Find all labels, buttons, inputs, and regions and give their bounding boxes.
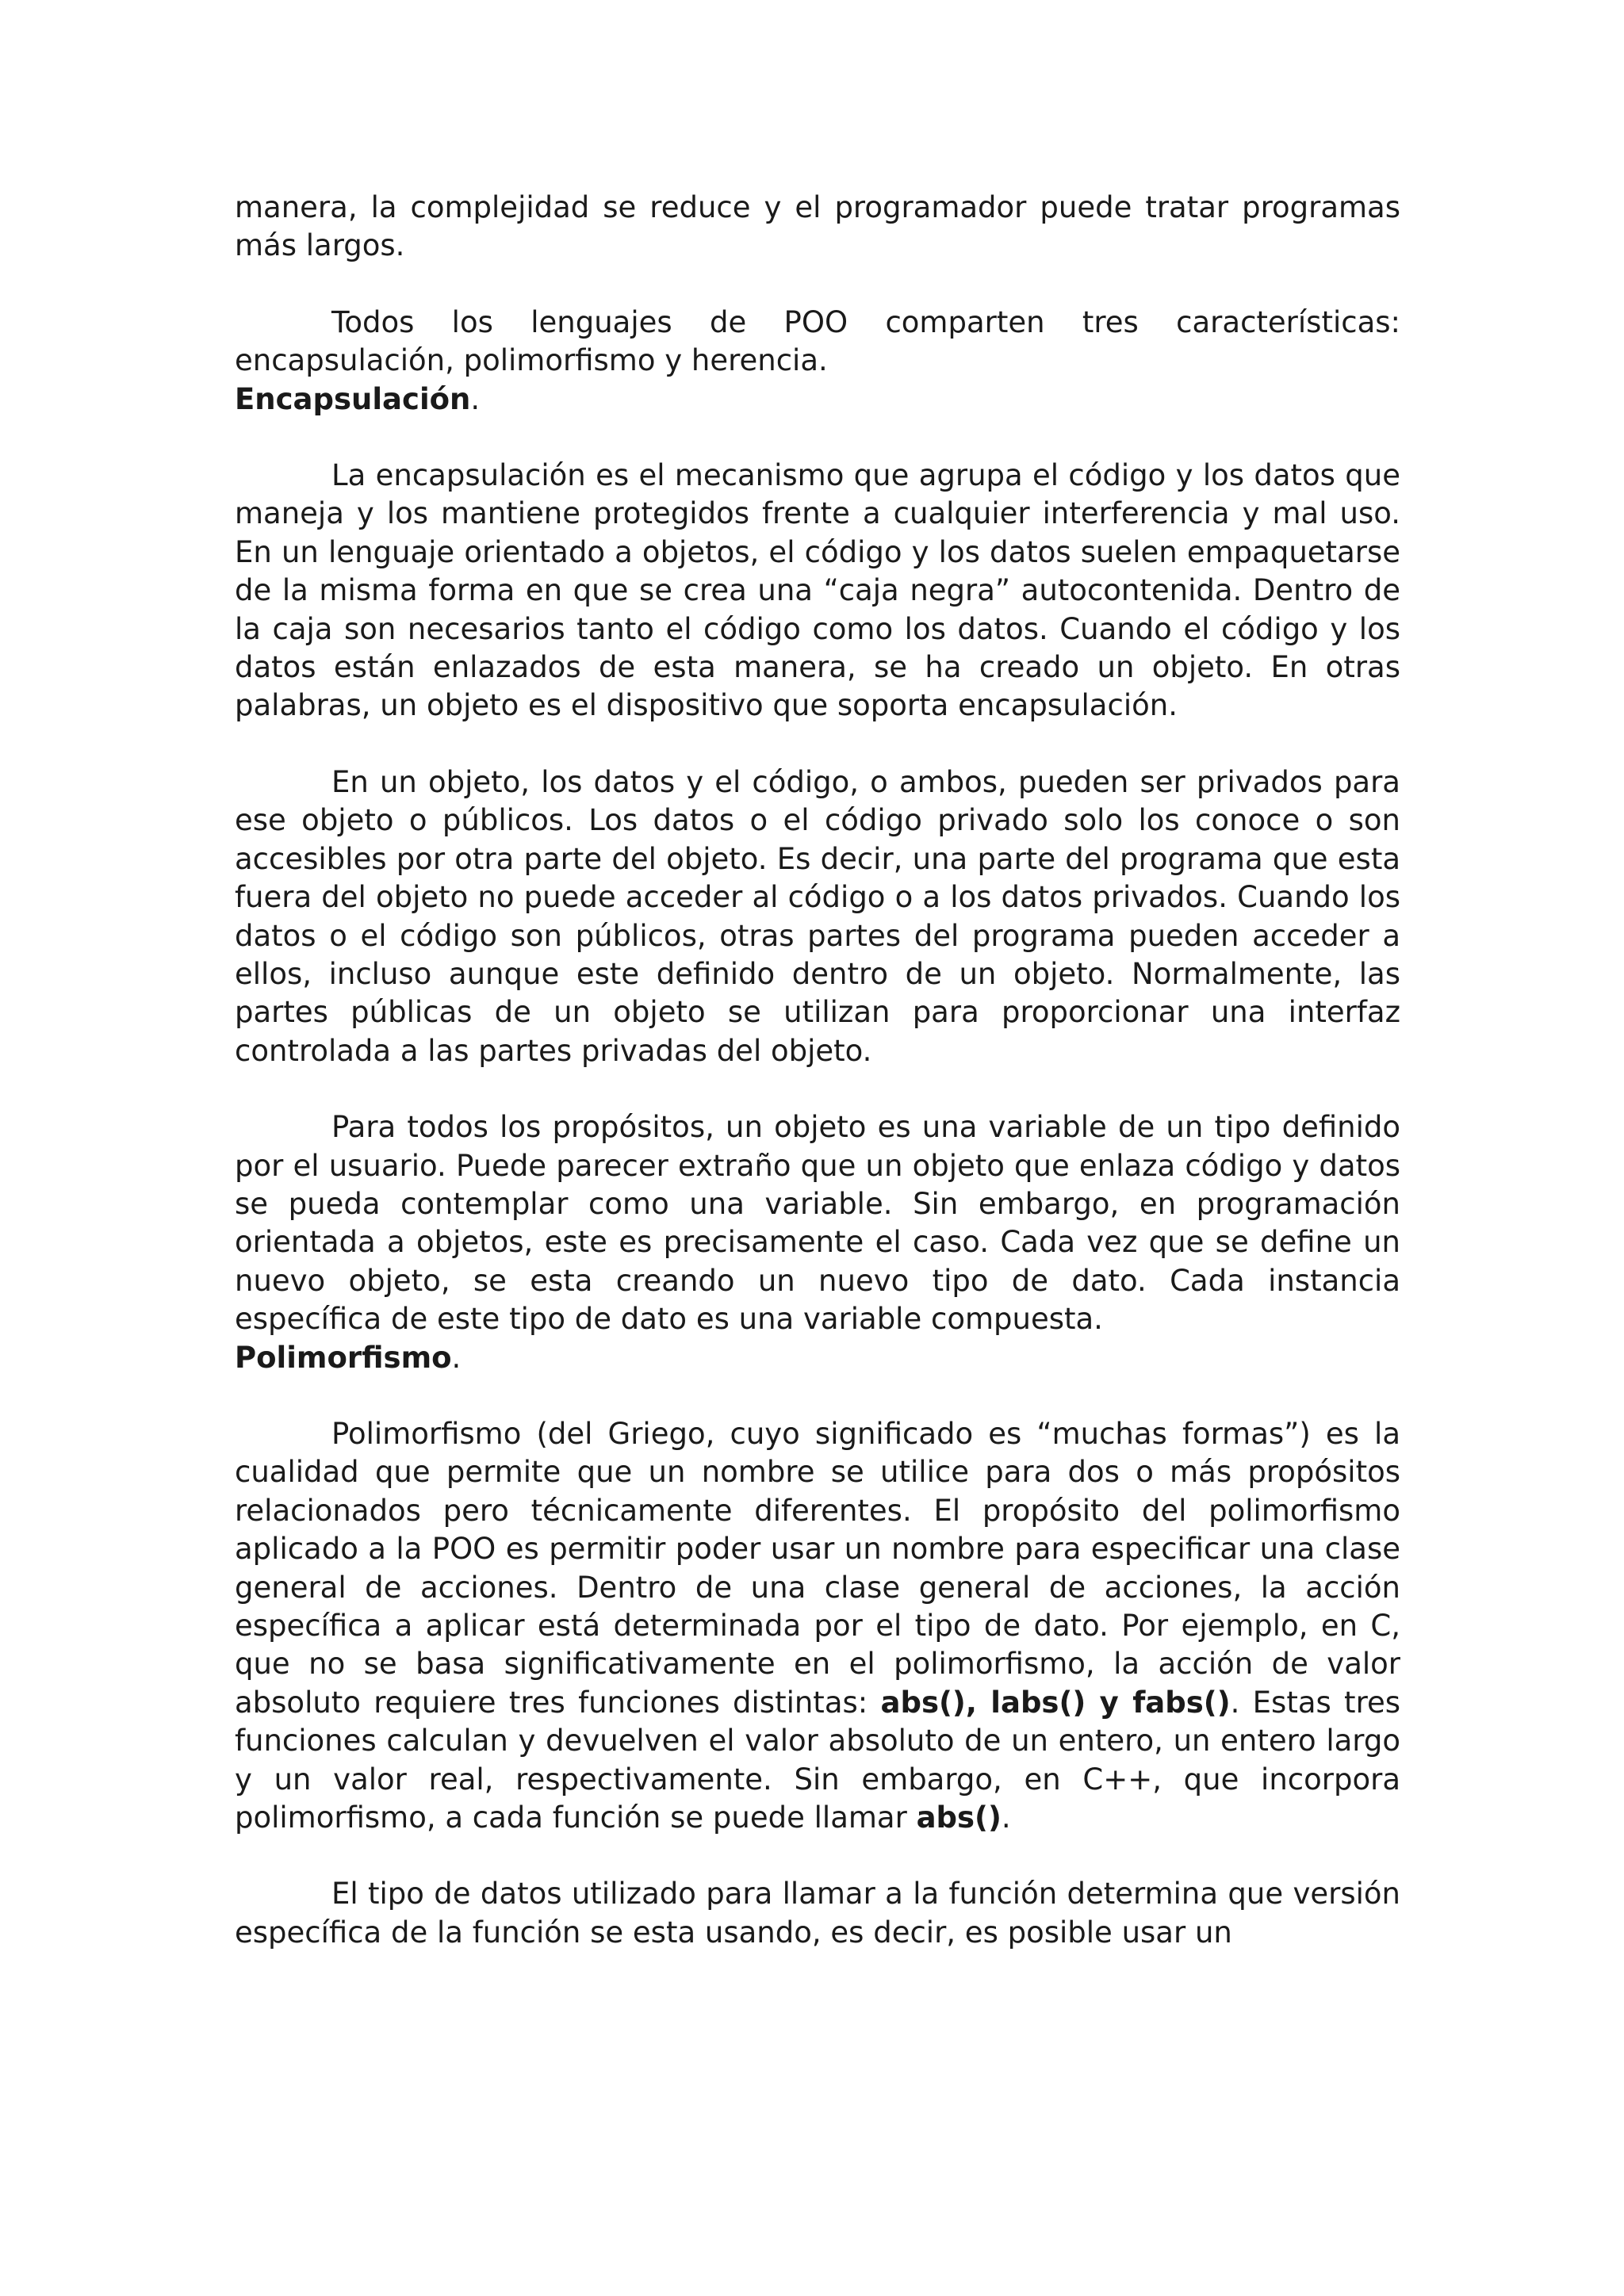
paragraph-encapsulacion-2: En un objeto, los datos y el código, o ambos, pueden ser privados para ese objeto o públicos. Los datos o el código privado solo los conoce o son accesibles por otra parte del objeto. Es decir, una parte del programa que esta fuera del objeto no puede acceder al código o a los datos privados. Cuando los datos o el código son públicos, otras partes del programa pueden acceder a ellos, incluso aunque este definido dentro de un objeto. Normalmente, las partes públicas de un objeto se utilizan para proporcionar una interfaz controlada a las partes privadas del objeto. [235,764,1400,1068]
document-page [235,189,1400,1952]
paragraph-polimorfismo-1 [235,1415,1400,1837]
polimorfismo-1-text-b: . Estas tres funciones calculan y devuelven el valor absoluto de un entero, un entero largo y un valor real, respectivamente. Sin embargo, en C++, que incorpora polimorfismo, a cada función se puede llamar [235,1685,1401,1835]
heading-encapsulacion-dot: . [470,381,481,416]
polimorfismo-1-text-a: Polimorfismo (del Griego, cuyo significado es “muchas formas”) es la cualidad que permite que un nombre se utilice para dos o más propósitos relacionados pero técnicamente diferentes. El propósito del polimorfismo aplicado a la POO es permitir poder usar un nombre para especificar una clase general de acciones. Dentro de una clase general de acciones, la acción específica a aplicar está determinada por el tipo de dato. Por ejemplo, en C, que no se basa significativamente en el polimorfismo, la acción de valor absoluto requiere tres funciones distintas: [235,1416,1400,1720]
polimorfismo-1-bold-abs: abs() [916,1800,1002,1835]
paragraph-intro-continuation: manera, la complejidad se reduce y el programador puede tratar programas más largos. [235,190,1400,263]
polimorfismo-1-bold-functions: abs(), labs() y fabs() [880,1685,1231,1720]
paragraph-poo-features: Todos los lenguajes de POO comparten tres características: encapsulación, polimorfismo y herencia. [235,304,1400,378]
paragraph-polimorfismo-2: El tipo de datos utilizado para llamar a la función determina que versión específica de la función se esta usando, es decir, es posible usar un [235,1877,1400,1950]
heading-encapsulacion-text: Encapsulación [235,381,471,416]
heading-polimorfismo-text: Polimorfismo [235,1340,452,1375]
heading-polimorfismo-dot: . [451,1340,462,1375]
polimorfismo-1-text-c: . [1001,1800,1011,1835]
heading-encapsulacion [235,381,1400,419]
heading-polimorfismo [235,1339,1400,1377]
paragraph-encapsulacion-3: Para todos los propósitos, un objeto es una variable de un tipo definido por el usuario. Puede parecer extraño que un objeto que enlaza código y datos se pueda contemplar como una variable. Sin embargo, en programación orientada a objetos, este es precisamente el caso. Cada vez que se define un nuevo objeto, se esta creando un nuevo tipo de dato. Cada instancia específica de este tipo de dato es una variable compuesta. [235,1110,1400,1337]
paragraph-encapsulacion-1: La encapsulación es el mecanismo que agrupa el código y los datos que maneja y los mantiene protegidos frente a cualquier interferencia y mal uso. En un lenguaje orientado a objetos, el código y los datos suelen empaquetarse de la misma forma en que se crea una “caja negra” autocontenida. Dentro de la caja son necesarios tanto el código como los datos. Cuando el código y los datos están enlazados de esta manera, se ha creado un objeto. En otras palabras, un objeto es el dispositivo que soporta encapsulación. [235,458,1400,723]
